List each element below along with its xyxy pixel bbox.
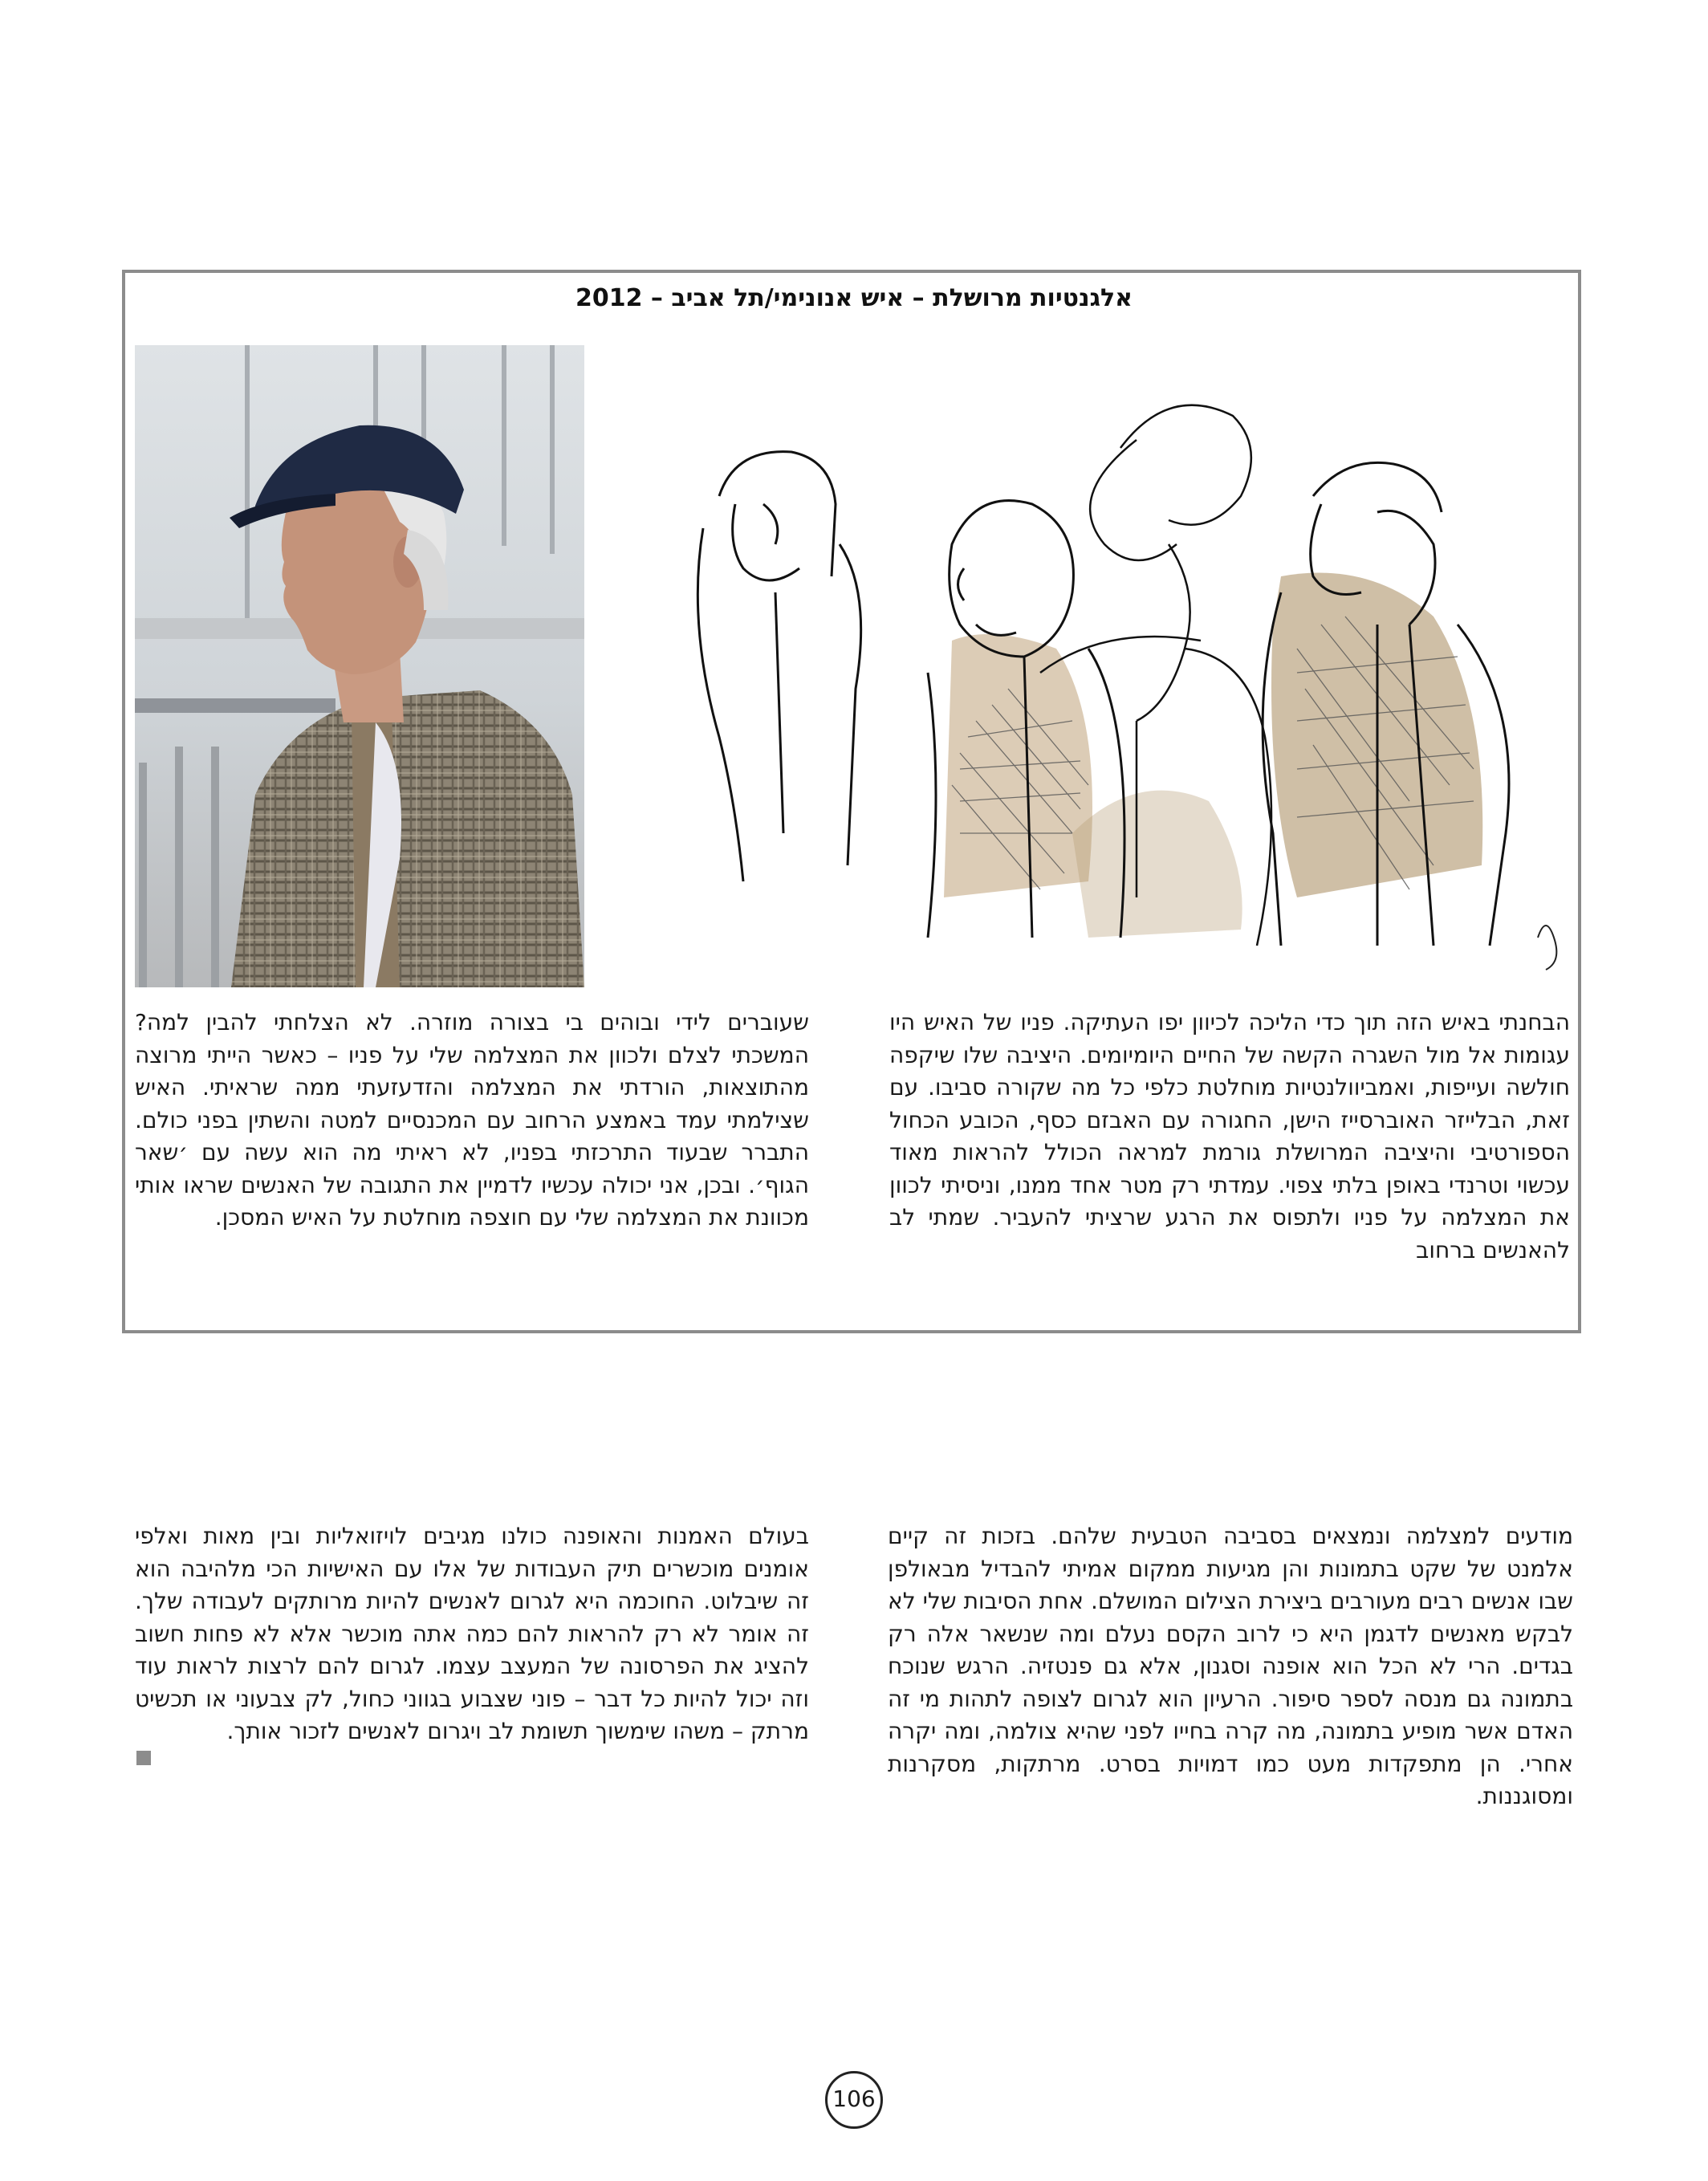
- page-number: 106: [825, 2071, 883, 2129]
- box-text-right: הבחנתי באיש הזה תוך כדי הליכה לכיוון יפו העתיקה. פניו של האיש היו עגומות אל מול השגרה הקשה של החיים היומיומים. היציבה שלו שיקפה חולשה ועייפות, ואמביוולנטיות מוחלטת כלפי כל מה שקורה סביבו. עם זאת, הבלייזר האוברסייז הישן, החגורה עם האבזם כסף, הכובע הכחול הספורטיבי והיציבה המרושלת גורמת למראה הכולל להראות מאוד עכשוי וטרנדי באופן בלתי צפוי. עמדתי רק מטר אחד ממנו, וניסיתי לכוון את המצלמה על פניו ולתפוס את הרגע שרציתי להעביר. שמתי לב להאנשים ברחוב: [889, 1009, 1570, 1263]
- box-text-left: שעוברים לידי ובוהים בי בצורה מוזרה. לא הצלחתי להבין למה? המשכתי לצלם ולכוון את המצלמה שלי על פניו – כאשר הייתי מרוצה מהתוצאות, הורדתי את המצלמה והזדעזעתי ממה שראיתי. האיש שצילמתי עמד באמצע הרחוב עם המכנסיים למטה והשתין בפני כולם. התברר שבעוד התרכזתי בפניו, לא ראיתי מה הוא עשה עם ׳שאר הגוף׳. ובכן, אני יכולה עכשיו לדמיין את התגובה של האנשים שראו אותי מכוונת את המצלמה שלי עם חוצפה מוחלטת על האיש המסכן.: [135, 1009, 809, 1231]
- man-photo: [135, 345, 584, 987]
- body-text-right: מודעים למצלמה ונמצאים בסביבה הטבעית שלהם. בזכות זה קיים אלמנט של שקט בתמונות והן מגיעות ממקום אמיתי להבדיל מבאולפן שבו אנשים רבים מעורבים ביצירת הצילום המושלם. אחת הסיבות שלי לא לבקש מאנשים לדגמן היא כי לרוב הקסם נעלם ומה שנשאר אלה רק בגדים. הרי לא הכל הוא אופנה וסגנון, אלא גם פנטזיה. הרגש שנוכח בתמונה גם מנסה לספר סיפור. הרעיון הוא לגרום לצופה לתהות מי זה האדם אשר מופיע בתמונה, מה קרה בחייו לפני שהיא צולמה, ומה יקרה אחרי. הן מתפקדות מעט כמו דמויות בסרט. מרתקות, מסקרנות ומסוגננות.: [888, 1523, 1573, 1809]
- fashion-sketch: [687, 384, 1576, 978]
- box-title: אלגנטיות מרושלת – איש אנונימי/תל אביב – 2012: [575, 284, 1133, 312]
- body-text-left: בעולם האמנות והאופנה כולנו מגיבים לויזואליות ובין מאות ואלפי אומנים מוכשרים תיק העבודות של אלו עם האישיות הכי מלהיבה הוא זה שיבלוט. החוכמה היא לגרום לאנשים להיות מרותקים לעבודה שלך. זה אומר לא רק להראות להם כמה אתה מוכשר אלא לא פחות חשוב להציג את הפרסונה של המעצב עצמו. לגרום להם לרצות לראות עוד וזה יכול להיות כל דבר – פוני שצבוע בגווני כחול, לק צבעוני או תכשיט מרתק – משהו שימשוך תשומת לב ויגרום לאנשים לזכור אותך.: [135, 1523, 809, 1744]
- end-of-article-square: [136, 1751, 151, 1765]
